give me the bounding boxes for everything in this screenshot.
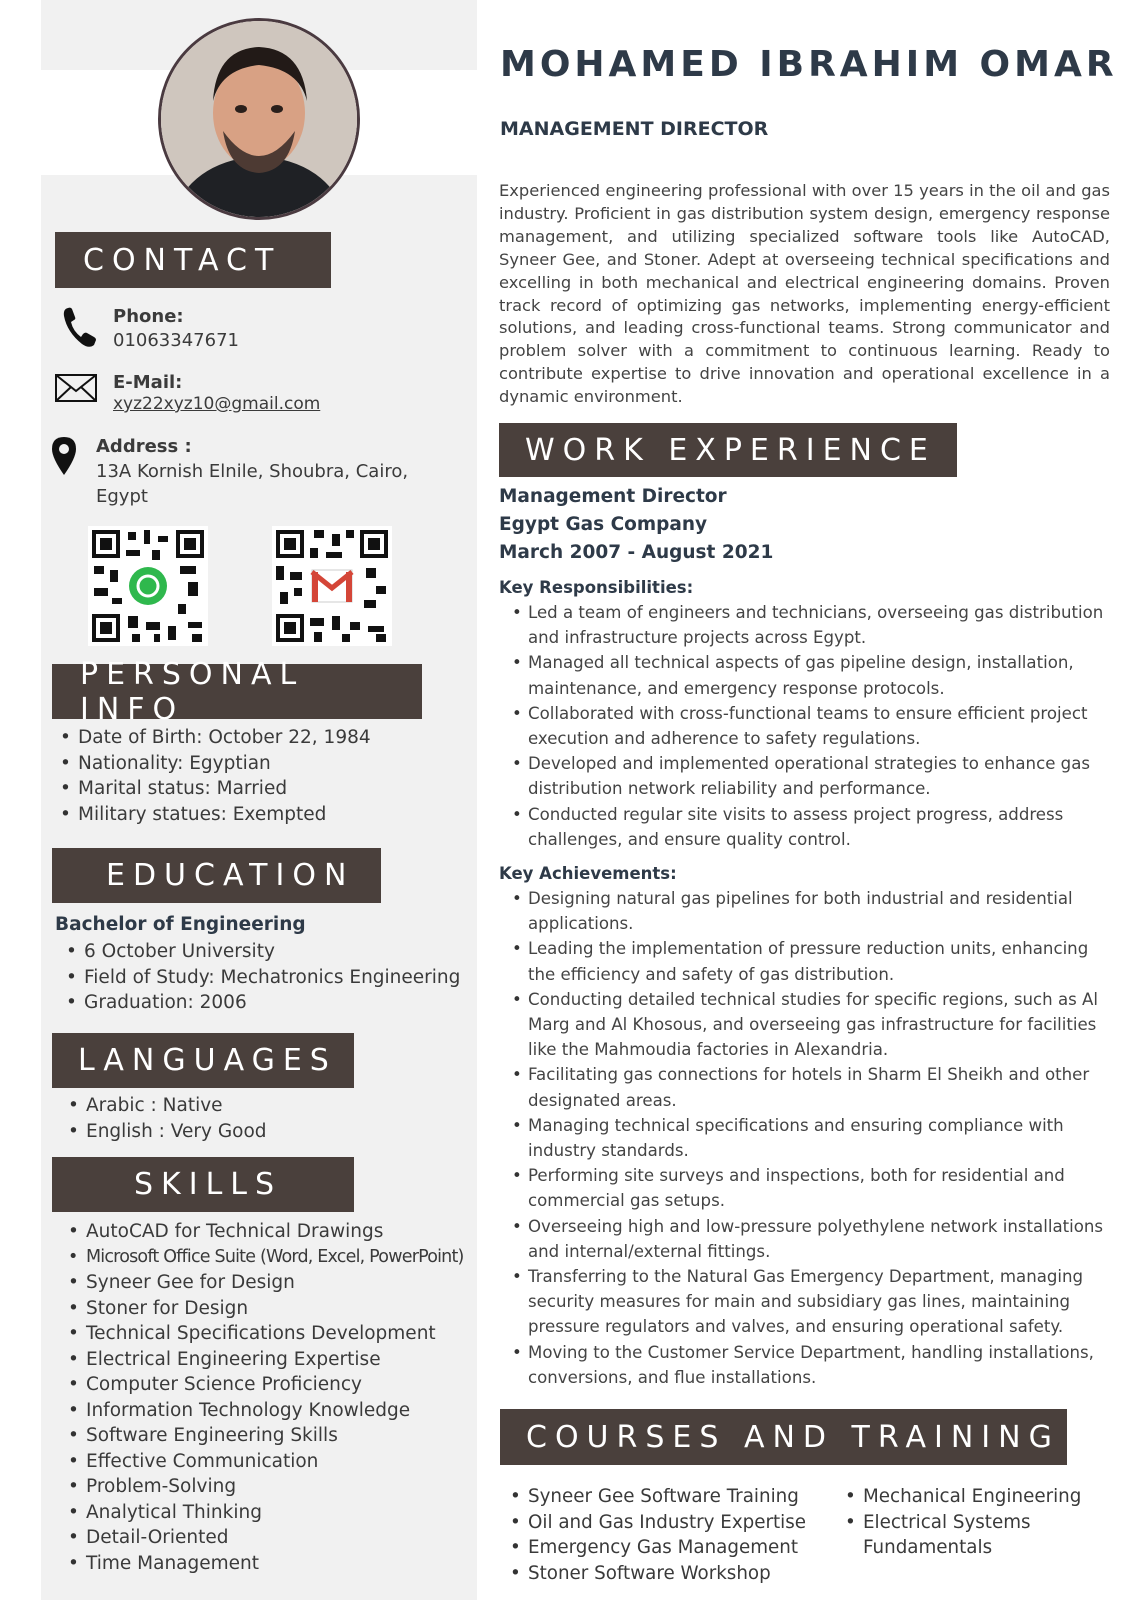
responsibilities-list	[510, 600, 1110, 852]
list-item: • Managing technical specifications and ensuring compliance with industry standards.	[510, 1113, 1110, 1163]
skills-heading-text: SKILLS	[134, 1167, 283, 1202]
list-item: • Field of Study: Mechatronics Engineering	[64, 965, 460, 991]
map-pin-icon	[51, 436, 77, 476]
list-item: • Graduation: 2006	[64, 990, 460, 1016]
list-item: • Performing site surveys and inspections, both for residential and commercial gas setups.	[510, 1163, 1110, 1213]
list-item: • Computer Science Proficiency	[66, 1372, 464, 1398]
list-item: • Military statues: Exempted	[58, 802, 371, 828]
avatar	[161, 21, 357, 217]
education-heading-text: EDUCATION	[106, 858, 355, 893]
list-item: • English : Very Good	[66, 1119, 267, 1145]
courses-heading	[500, 1409, 1067, 1465]
list-item: • Transferring to the Natural Gas Emergency Department, managing security measures for main and subsidiary gas lines, maintaining pressure regulators and valves, and ensuring operational safety.	[510, 1264, 1110, 1340]
list-item: • Designing natural gas pipelines for both industrial and residential applications.	[510, 886, 1110, 936]
list-item: • Marital status: Married	[58, 776, 371, 802]
education-list	[64, 939, 460, 1016]
languages-list	[66, 1093, 267, 1144]
list-item: • Led a team of engineers and technicians, overseeing gas distribution and infrastructure projects across Egypt.	[510, 600, 1110, 650]
list-item: • Collaborated with cross-functional teams to ensure efficient project execution and adherence to safety regulations.	[510, 701, 1110, 751]
skills-list	[66, 1219, 464, 1576]
responsibilities-label: Key Responsibilities:	[499, 578, 694, 597]
list-item: • Stoner for Design	[66, 1296, 464, 1322]
phone-label: Phone:	[113, 306, 184, 327]
list-item: • Moving to the Customer Service Department, handling installations, conversions, and flue installations.	[510, 1340, 1110, 1390]
address-line-2: Egypt	[96, 486, 148, 507]
personal-info-heading-text: PERSONAL INFO	[80, 656, 305, 727]
list-item: • Time Management	[66, 1551, 464, 1577]
gmail-icon	[312, 570, 352, 602]
list-item: • Technical Specifications Development	[66, 1321, 464, 1347]
company-name: Egypt Gas Company	[499, 514, 708, 535]
degree-title: Bachelor of Engineering	[55, 914, 306, 935]
list-item: • Electrical Systems Fundamentals	[843, 1510, 1103, 1561]
list-item: • Emergency Gas Management	[508, 1535, 806, 1561]
list-item: • Information Technology Knowledge	[66, 1398, 464, 1424]
list-item: • Managed all technical aspects of gas pipeline design, installation, maintenance, and emergency response protocols.	[510, 650, 1110, 700]
personal-info-heading	[52, 656, 422, 727]
list-item: • Effective Communication	[66, 1449, 464, 1475]
achievements-list	[510, 886, 1110, 1390]
courses-list-left	[508, 1484, 806, 1586]
languages-heading-text: LANGUAGES	[78, 1043, 337, 1078]
list-item: • Syneer Gee Software Training	[508, 1484, 806, 1510]
list-item: • Electrical Engineering Expertise	[66, 1347, 464, 1373]
candidate-name: MOHAMED IBRAHIM OMAR	[500, 44, 1118, 85]
list-item: • Problem-Solving	[66, 1474, 464, 1500]
work-experience-heading	[499, 423, 957, 477]
profile-photo	[158, 18, 360, 220]
list-item: • Developed and implemented operational strategies to enhance gas distribution network reliability and performance.	[510, 751, 1110, 801]
contact-heading	[55, 232, 331, 288]
phone-icon	[62, 306, 98, 350]
list-item: • Detail-Oriented	[66, 1525, 464, 1551]
courses-heading-text: COURSES AND TRAINING	[526, 1419, 1060, 1455]
list-item: • Date of Birth: October 22, 1984	[58, 725, 371, 751]
list-item: • Analytical Thinking	[66, 1500, 464, 1526]
list-item: • Oil and Gas Industry Expertise	[508, 1510, 806, 1536]
envelope-icon	[55, 374, 97, 402]
employment-dates: March 2007 - August 2021	[499, 542, 774, 563]
personal-info-list	[58, 725, 371, 827]
list-item: • Mechanical Engineering	[843, 1484, 1103, 1510]
skills-heading	[52, 1157, 354, 1212]
list-item: • Facilitating gas connections for hotels in Sharm El Sheikh and other designated areas.	[510, 1062, 1110, 1112]
courses-list-right	[843, 1484, 1103, 1561]
list-item: • Software Engineering Skills	[66, 1423, 464, 1449]
achievements-label: Key Achievements:	[499, 864, 677, 883]
list-item: • Arabic : Native	[66, 1093, 267, 1119]
list-item: • Conducted regular site visits to assess project progress, address challenges, and ensure quality control.	[510, 802, 1110, 852]
email-qr-code[interactable]	[272, 526, 392, 646]
list-item: • AutoCAD for Technical Drawings	[66, 1219, 464, 1245]
list-item: • Microsoft Office Suite (Word, Excel, PowerPoint)	[66, 1245, 464, 1271]
list-item: • Stoner Software Workshop	[508, 1561, 806, 1587]
work-experience-heading-text: WORK EXPERIENCE	[525, 432, 936, 468]
list-item: • Overseeing high and low-pressure polyethylene network installations and internal/external fittings.	[510, 1214, 1110, 1264]
job-role: Management Director	[499, 486, 727, 507]
job-title: MANAGEMENT DIRECTOR	[500, 118, 769, 140]
phone-value[interactable]: 01063347671	[113, 330, 239, 351]
whatsapp-qr-code[interactable]	[88, 526, 208, 646]
email-link[interactable]: xyz22xyz10@gmail.com	[113, 394, 321, 414]
profile-summary: Experienced engineering professional with over 15 years in the oil and gas industry. Proficient in gas distribution system design, emergency response management, and utilizing specialized software tools like AutoCAD, Syneer Gee, and Stoner. Adept at overseeing technical specifications and excelling in both mechanical and electrical engineering domains. Proven track record of optimizing gas networks, implementing energy-efficient solutions, and leading cross-functional teams. Strong communicator and problem solver with a commitment to continuous learning. Ready to contribute expertise to drive innovation and operational excellence in a dynamic environment.	[499, 181, 1110, 407]
email-label: E-Mail:	[113, 372, 183, 393]
languages-heading	[52, 1033, 354, 1088]
list-item: • Leading the implementation of pressure reduction units, enhancing the efficiency and safety of gas distribution.	[510, 936, 1110, 986]
list-item: • Nationality: Egyptian	[58, 751, 371, 777]
address-line-1: 13A Kornish Elnile, Shoubra, Cairo,	[96, 461, 409, 482]
list-item: • Conducting detailed technical studies for specific regions, such as Al Marg and Al Khosous, and overseeing gas infrastructure for facilities like the Mahmoudia factories in Alexandria.	[510, 987, 1110, 1063]
address-label: Address :	[96, 436, 192, 457]
contact-heading-text: CONTACT	[83, 242, 282, 278]
list-item: • 6 October University	[64, 939, 460, 965]
whatsapp-icon	[129, 567, 167, 605]
list-item: • Syneer Gee for Design	[66, 1270, 464, 1296]
education-heading	[52, 848, 381, 903]
